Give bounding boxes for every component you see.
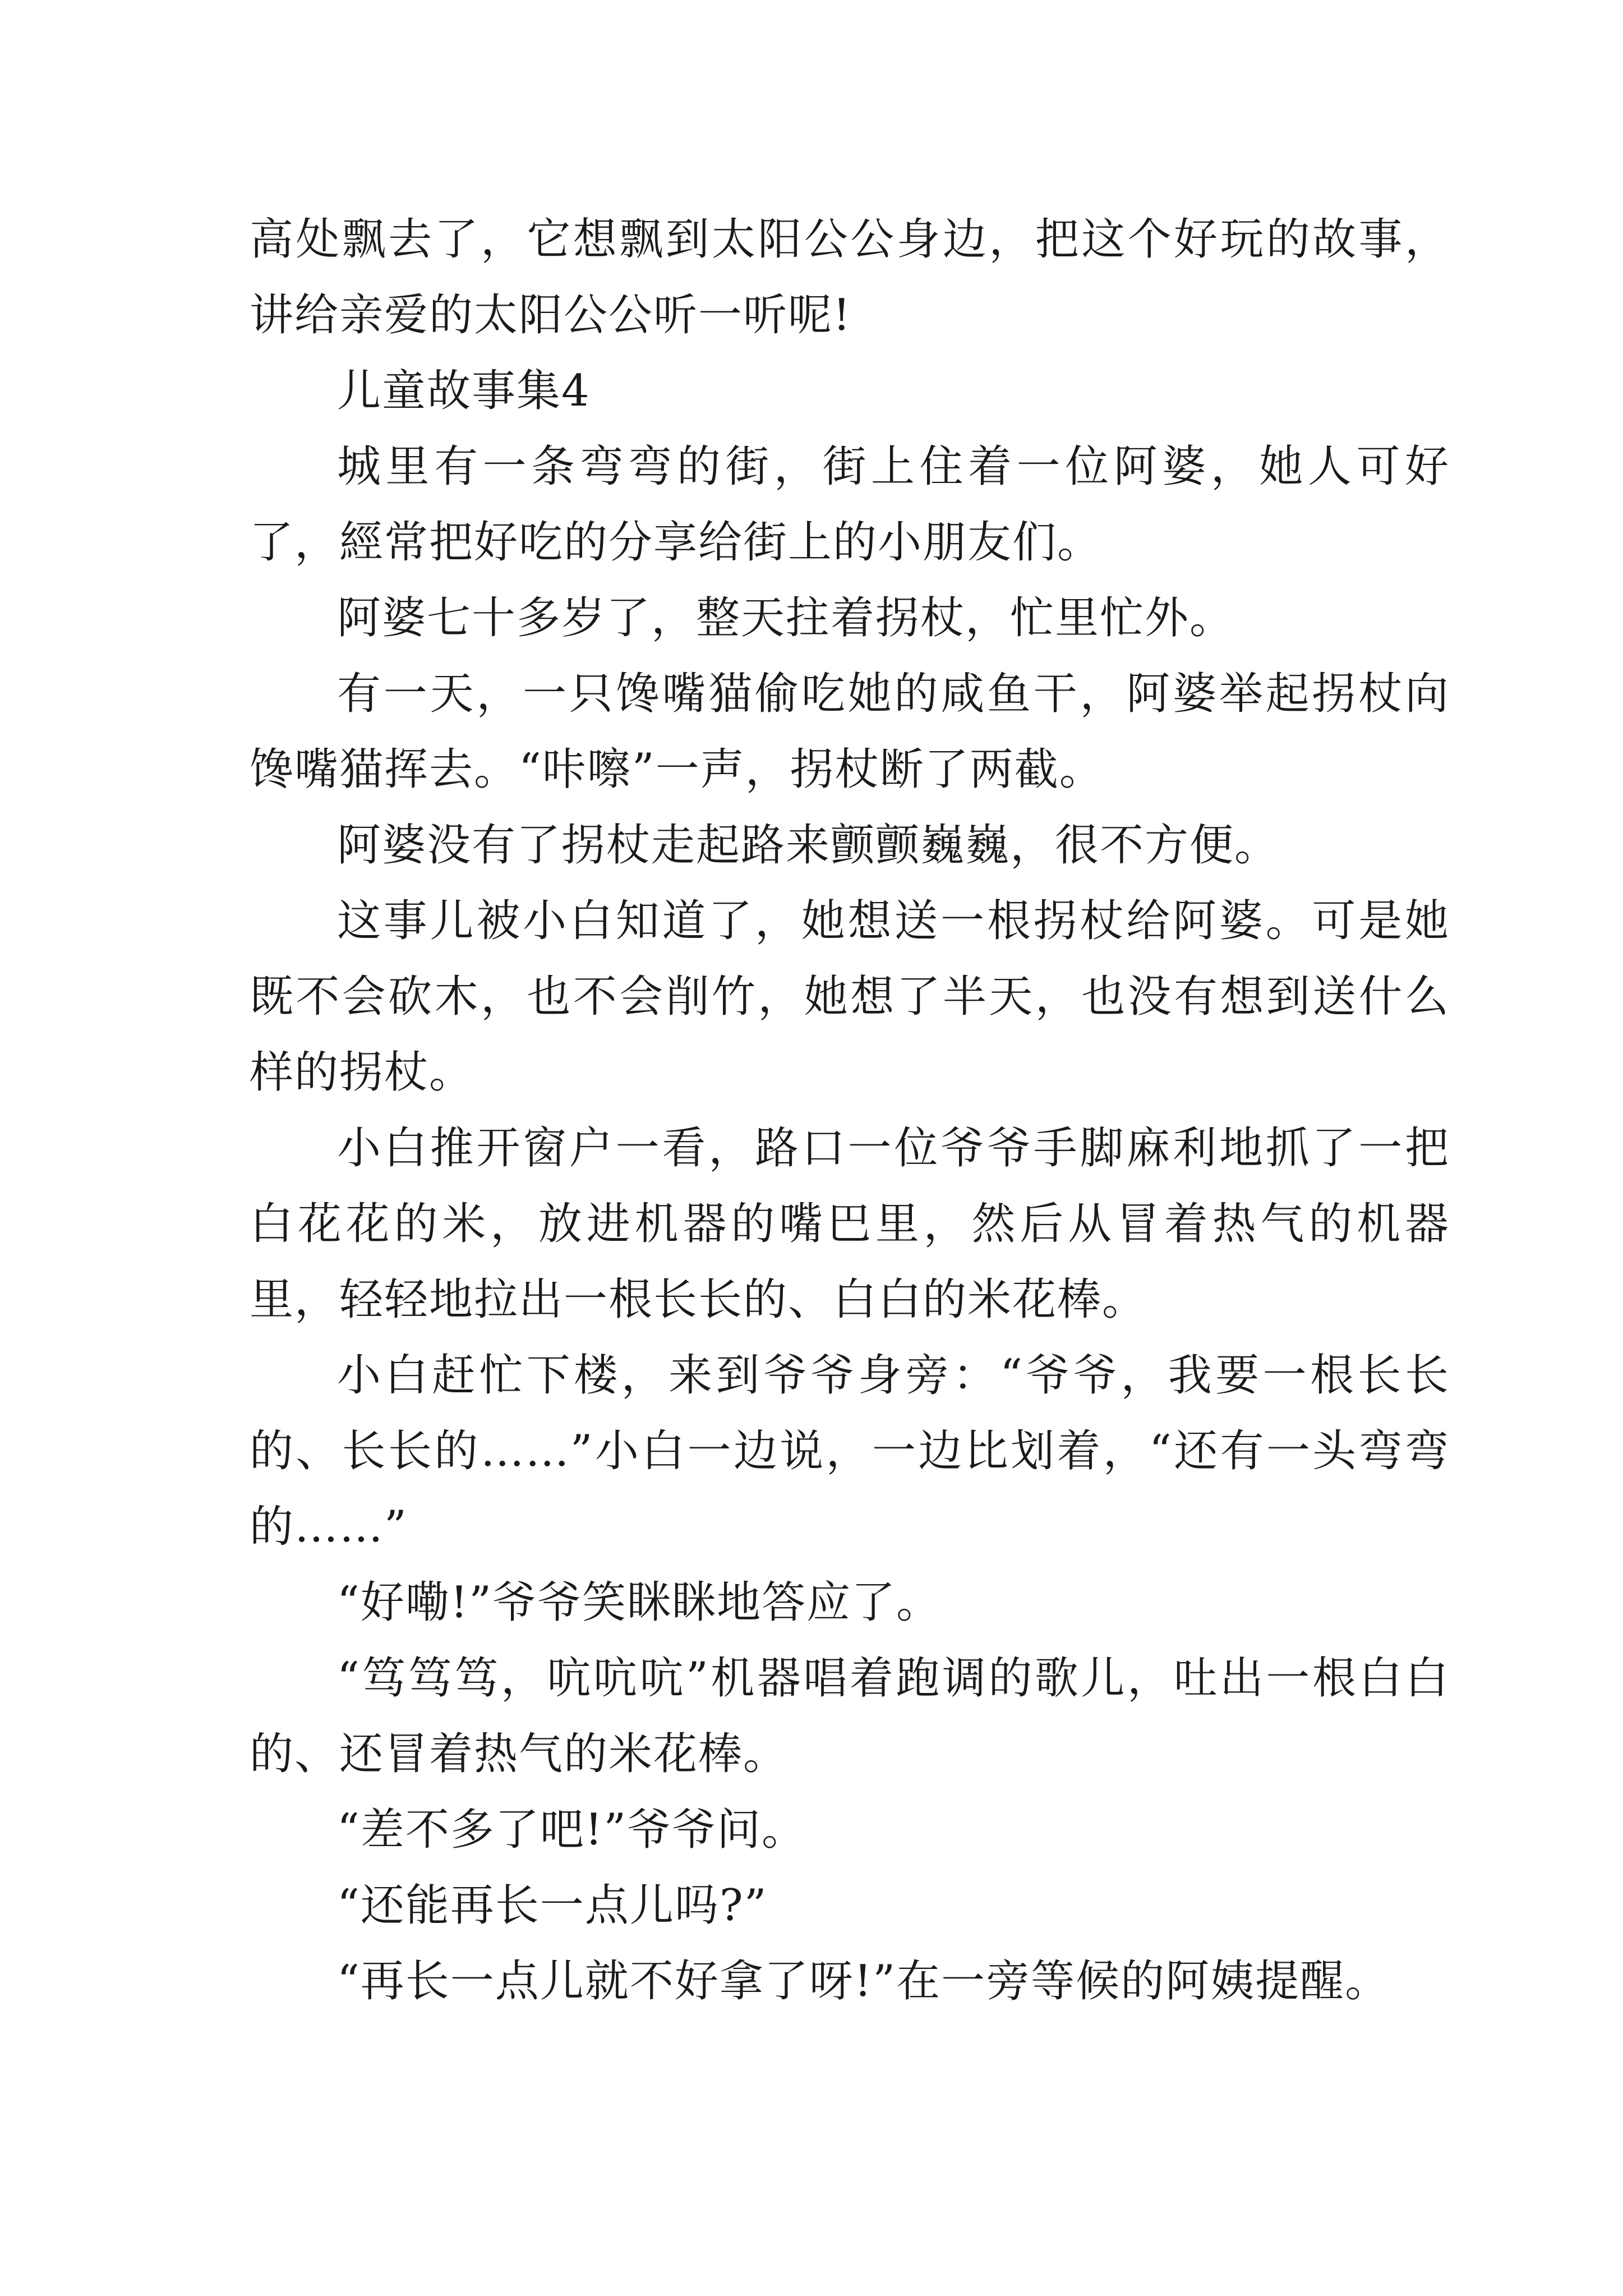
paragraph: 城里有一条弯弯的街，街上住着一位阿婆，她人可好了，經常把好吃的分享给街上的小朋友们。 bbox=[250, 441, 1450, 568]
paragraph: 这事儿被小白知道了，她想送一根拐杖给阿婆。可是她既不会砍木，也不会削竹，她想了半天，也没有想到送什么样的拐杖。 bbox=[250, 896, 1450, 1098]
paragraph: “笃笃笃，吭吭吭”机器唱着跑调的歌儿，吐出一根白白的、还冒着热气的米花棒。 bbox=[250, 1653, 1450, 1779]
paragraph: “好嘞!”爷爷笑眯眯地答应了。 bbox=[337, 1577, 942, 1628]
paragraph: “再长一点儿就不好拿了呀!”在一旁等候的阿姨提醒。 bbox=[337, 1956, 1390, 2007]
section-heading: 儿童故事集4 bbox=[337, 366, 591, 416]
paragraph: 小白推开窗户一看，路口一位爷爷手脚麻利地抓了一把白花花的米，放进机器的嘴巴里，然后从冒着热气的机器里，轻轻地拉出一根长长的、白白的米花棒。 bbox=[250, 1123, 1450, 1325]
paragraph: 小白赶忙下楼，来到爷爷身旁：“爷爷，我要一根长长的、长长的……”小白一边说，一边比划着，“还有一头弯弯的……” bbox=[250, 1350, 1450, 1552]
paragraph: 有一天，一只馋嘴猫偷吃她的咸鱼干，阿婆举起拐杖向馋嘴猫挥去。“咔嚓”一声，拐杖断了两截。 bbox=[250, 669, 1450, 795]
paragraph: 阿婆没有了拐杖走起路来颤颤巍巍，很不方便。 bbox=[337, 820, 1280, 871]
paragraph: 阿婆七十多岁了，整天拄着拐杖，忙里忙外。 bbox=[337, 593, 1235, 643]
paragraph: 高处飘去了，它想飘到太阳公公身边，把这个好玩的故事，讲给亲爱的太阳公公听一听呢! bbox=[250, 214, 1450, 341]
paragraph: “还能再长一点儿吗?” bbox=[337, 1880, 768, 1931]
paragraph: “差不多了吧!”爷爷问。 bbox=[337, 1805, 807, 1855]
story-text bbox=[250, 202, 1450, 2019]
